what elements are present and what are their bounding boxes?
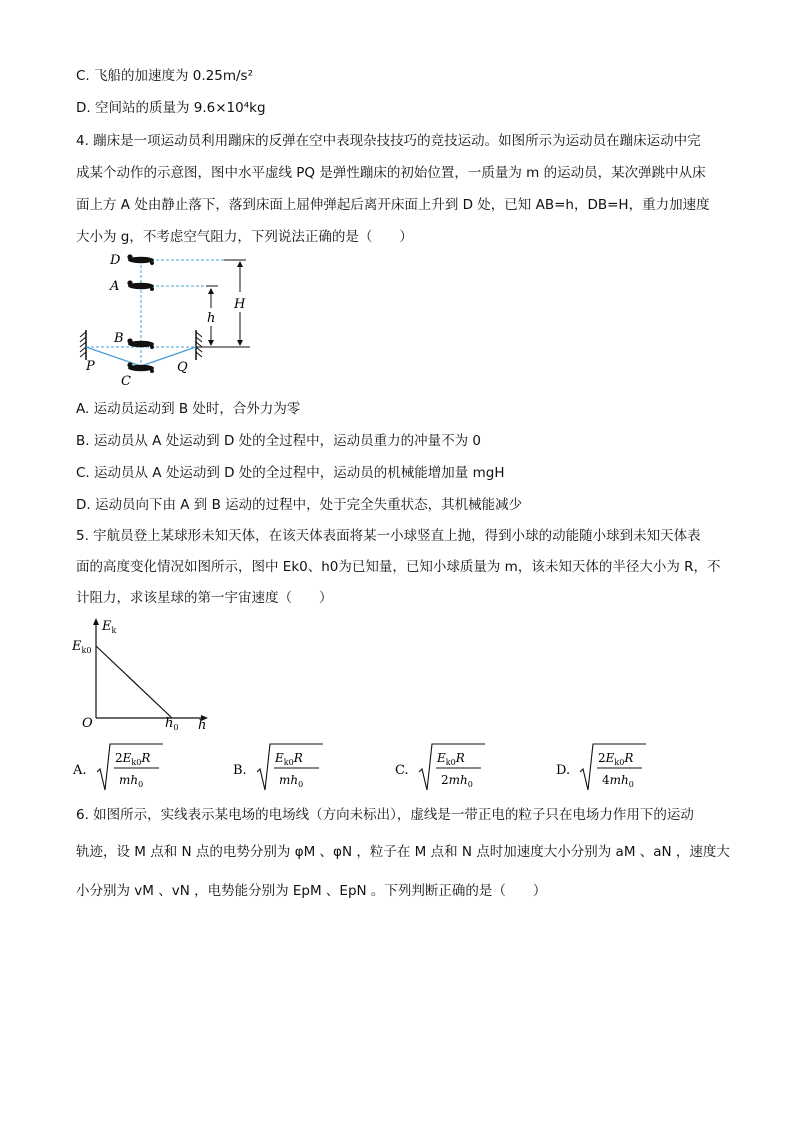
q4-stem-line-1: 4. 蹦床是一项运动员利用蹦床的反弹在空中表现杂技技巧的竞技运动。如图所示为运动员在蹦床运动中完 <box>76 133 701 149</box>
q6-stem-line-3: 小分别为 vM 、vN ，电势能分别为 EpM 、EpN 。下列判断正确的是（ ） <box>76 883 547 899</box>
denominator: $mh_0$ <box>119 773 144 789</box>
label-b: B <box>114 331 124 346</box>
numerator: $E_{k0}R$ <box>437 751 465 767</box>
q4-stem-line-4: 大小为 g，不考虑空气阻力，下列说法正确的是（ ） <box>76 229 413 245</box>
q5-option-c <box>395 738 555 796</box>
radical-expression <box>233 738 393 796</box>
q4-stem-line-2: 成某个动作的示意图，图中水平虚线 PQ 是弹性蹦床的初始位置，一质量为 m 的运动员，某次弹跳中从床 <box>76 165 706 181</box>
option-label: A. <box>73 763 87 778</box>
q4-option-b: B. 运动员从 A 处运动到 D 处的全过程中，运动员重力的冲量不为 0 <box>76 433 482 449</box>
numerator: $2E_{k0}R$ <box>115 751 151 767</box>
q4-option-c: C. 运动员从 A 处运动到 D 处的全过程中，运动员的机械能增加量 mgH <box>76 465 505 481</box>
svg-text:Ek0: $E_{k0}$ <box>72 639 92 655</box>
ek-height-graph <box>72 614 222 734</box>
svg-text:Ek: $E_k$ <box>102 619 117 635</box>
q5-option-d <box>556 738 716 796</box>
q4-option-d: D. 运动员向下由 A 到 B 运动的过程中，处于完全失重状态，其机械能减少 <box>76 497 523 513</box>
radical-expression <box>395 738 555 796</box>
q3-option-d: D. 空间站的质量为 9.6×10⁴kg <box>76 100 266 116</box>
q5-option-b <box>233 738 393 796</box>
svg-text:h0: $h_0$ <box>165 716 179 732</box>
label-a: A <box>110 279 120 294</box>
q3-option-c: C. 飞船的加速度为 0.25m/s² <box>76 68 254 84</box>
athlete-icon <box>127 254 154 265</box>
radical-expression <box>73 738 233 796</box>
option-label: D. <box>556 763 571 778</box>
option-label: B. <box>233 763 247 778</box>
denominator: $2mh_0$ <box>441 773 473 789</box>
q6-stem-line-1: 6. 如图所示，实线表示某电场的电场线（方向未标出），虚线是一带正电的粒子只在电场力作用下的运动 <box>76 807 694 823</box>
svg-text:h: h <box>198 718 207 733</box>
radical-expression <box>556 738 716 796</box>
label-h: h <box>207 311 216 326</box>
q5-option-a <box>73 738 233 796</box>
q4-stem-line-3: 面上方 A 处由静止落下，落到床面上屈伸弹起后离开床面上升到 D 处，已知 AB=h，DB=H，重力加速度 <box>76 197 710 213</box>
label-p: P <box>86 359 95 374</box>
label-c: C <box>121 374 131 388</box>
denominator: $4mh_0$ <box>602 773 634 789</box>
q4-option-a: A. 运动员运动到 B 处时，合外力为零 <box>76 401 301 417</box>
q5-stem-line-3: 计阻力，求该星球的第一宇宙速度（ ） <box>76 590 333 606</box>
q5-stem-line-1: 5. 宇航员登上某球形未知天体，在该天体表面将某一小球竖直上抛，得到小球的动能随小球到未知天体表 <box>76 528 701 544</box>
numerator: $2E_{k0}R$ <box>598 751 634 767</box>
option-label: C. <box>395 763 409 778</box>
numerator: $E_{k0}R$ <box>275 751 303 767</box>
label-d: D <box>110 253 121 268</box>
q5-stem-line-2: 面的高度变化情况如图所示，图中 Ek0、h0为已知量，已知小球质量为 m，该未知天体的半径大小为 R，不 <box>76 559 721 575</box>
trampoline-figure <box>74 248 274 388</box>
denominator: $mh_0$ <box>279 773 304 789</box>
athlete-icon <box>127 362 154 373</box>
svg-text:O: O <box>82 716 93 731</box>
label-big-h: H <box>234 297 246 312</box>
label-q: Q <box>177 360 188 375</box>
q6-stem-line-2: 轨迹，设 M 点和 N 点的电势分别为 φM 、φN ，粒子在 M 点和 N 点时加速度大小分别为 aM 、aN ，速度大 <box>76 844 730 860</box>
